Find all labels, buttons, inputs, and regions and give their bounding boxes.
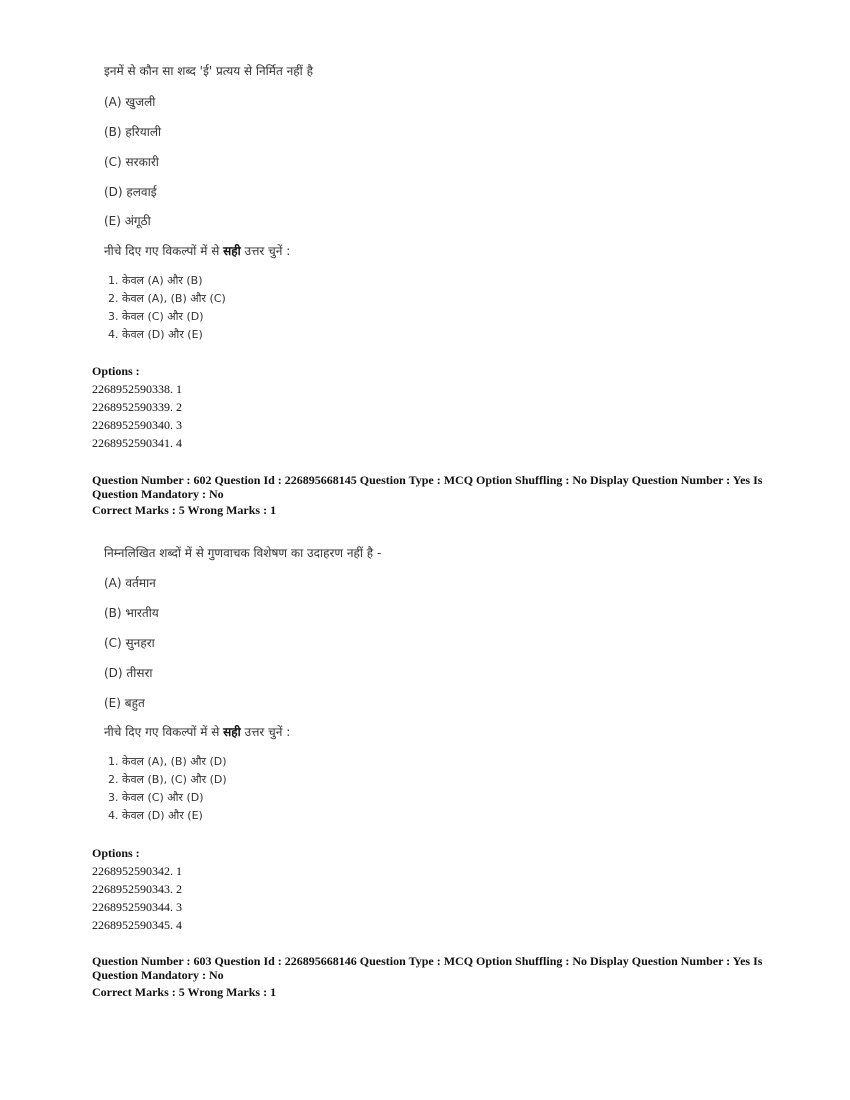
marks-meta: Correct Marks : 5 Wrong Marks : 1 [92,503,277,517]
question-meta: Question Number : 603 Question Id : 226895668146 Question Type : MCQ Option Shuffling : No Display Question Number : Yes Is Question Mandatory : No [92,954,763,982]
list-item: (D) हलवाई [104,185,157,199]
instruction-bold: सही [223,725,241,739]
instruction [104,723,290,740]
option-id: 2268952590342. 1 [92,864,182,878]
question-text: इनमें से कौन सा शब्द 'ई' प्रत्यय से निर्मित नहीं है [104,64,313,78]
list-item: (C) सरकारी [104,155,159,169]
answer-choice: 1. केवल (A), (B) और (D) [108,755,227,768]
options-label: Options : [92,846,140,860]
options-label: Options : [92,364,140,378]
answer-choice: 4. केवल (D) और (E) [108,328,203,341]
instruction-bold: सही [223,244,241,258]
list-item: (D) तीसरा [104,666,153,680]
list-item: (A) वर्तमान [104,576,156,590]
option-id: 2268952590340. 3 [92,418,182,432]
instruction-pre: नीचे दिए गए विकल्पों में से [104,725,224,739]
option-id: 2268952590344. 3 [92,900,182,914]
list-item: (B) भारतीय [104,606,159,620]
question-meta: Question Number : 602 Question Id : 226895668145 Question Type : MCQ Option Shuffling : No Display Question Number : Yes Is Question Mandatory : No [92,473,763,501]
option-id: 2268952590339. 2 [92,400,182,414]
option-id: 2268952590343. 2 [92,882,182,896]
instruction-post: उत्तर चुनें : [240,244,291,258]
list-item: (A) खुजली [104,95,156,109]
instruction-post: उत्तर चुनें : [240,725,291,739]
answer-choice: 3. केवल (C) और (D) [108,310,204,323]
instruction [104,242,290,259]
answer-choice: 2. केवल (A), (B) और (C) [108,292,226,305]
option-id: 2268952590338. 1 [92,382,182,396]
instruction-pre: नीचे दिए गए विकल्पों में से [104,244,224,258]
list-item: (E) अंगूठी [104,214,151,228]
list-item: (B) हरियाली [104,125,162,139]
question-text: निम्नलिखित शब्दों में से गुणवाचक विशेषण का उदाहरण नहीं है - [104,546,382,560]
answer-choice: 2. केवल (B), (C) और (D) [108,773,227,786]
answer-choice: 1. केवल (A) और (B) [108,274,203,287]
answer-choice: 4. केवल (D) और (E) [108,809,203,822]
option-id: 2268952590345. 4 [92,918,182,932]
answer-choice: 3. केवल (C) और (D) [108,791,204,804]
marks-meta: Correct Marks : 5 Wrong Marks : 1 [92,985,277,999]
list-item: (C) सुनहरा [104,636,155,650]
option-id: 2268952590341. 4 [92,436,182,450]
list-item: (E) बहुत [104,696,145,710]
